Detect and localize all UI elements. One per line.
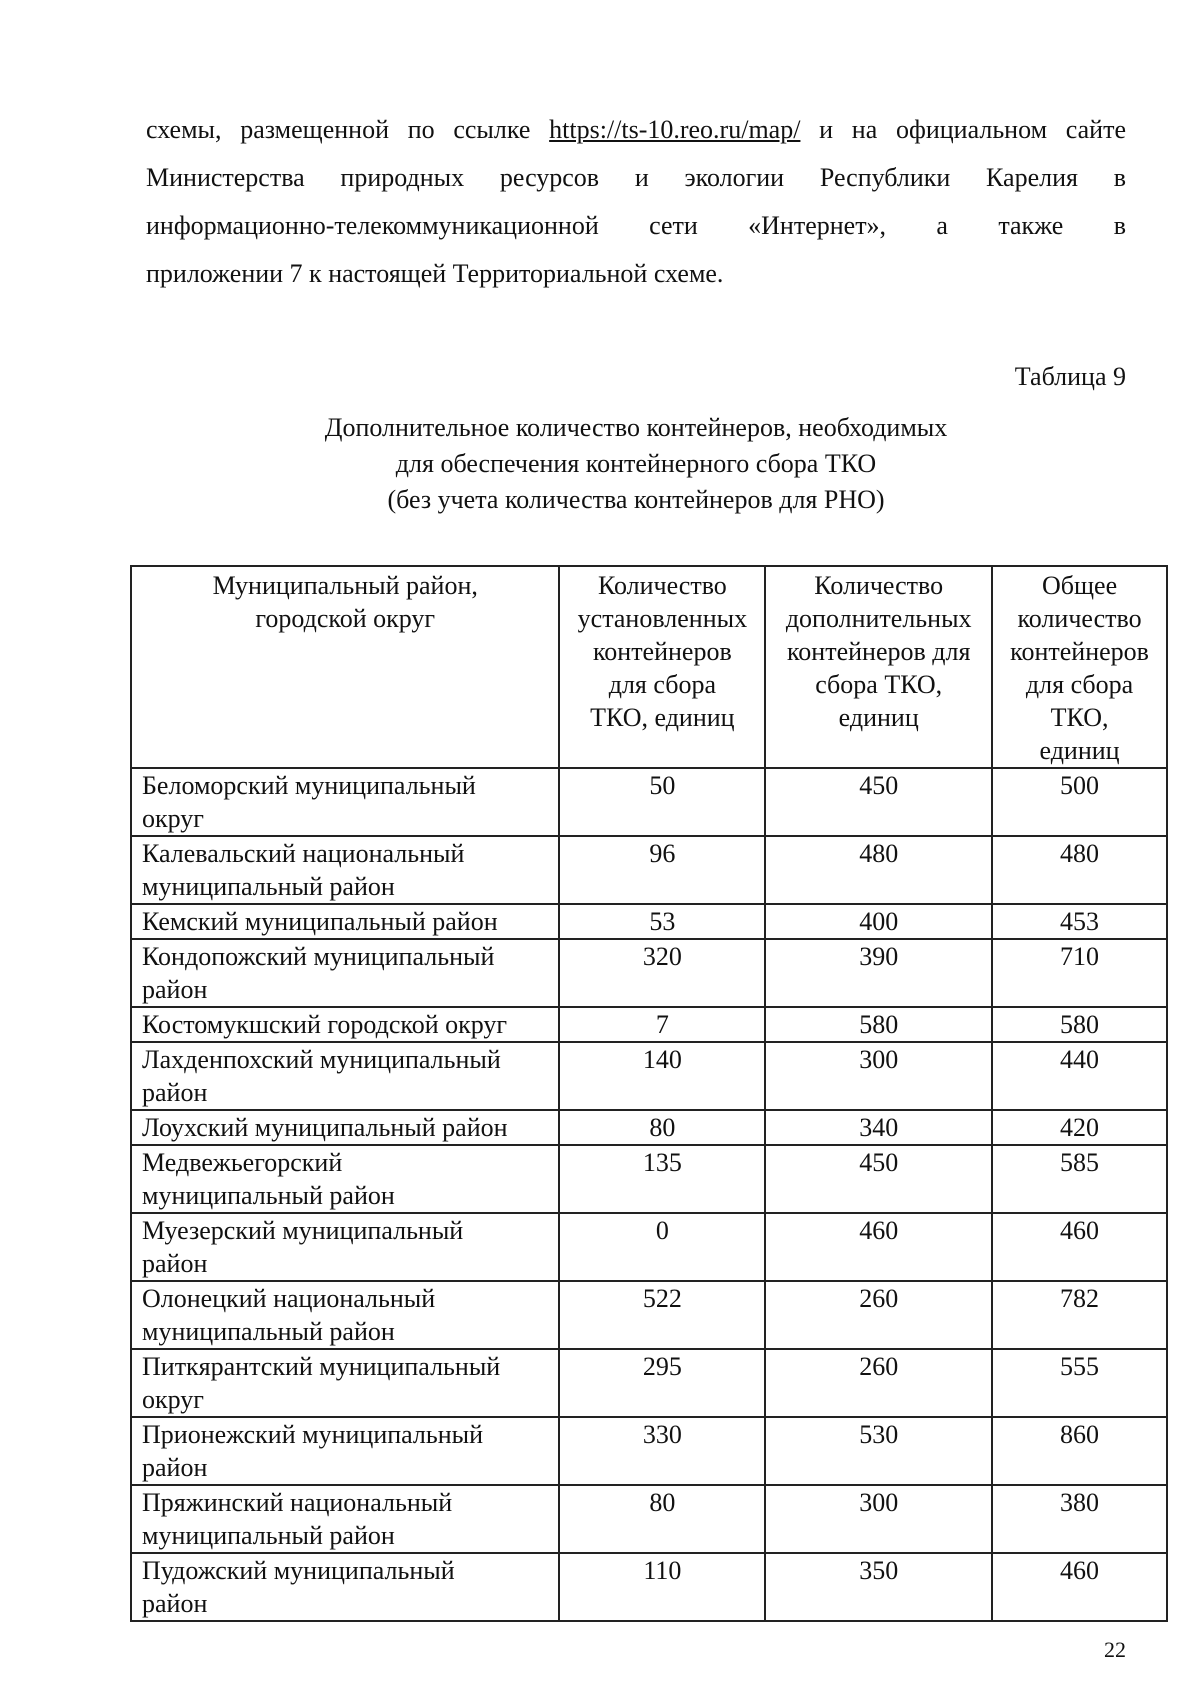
header-line: ТКО, <box>1050 703 1109 732</box>
table-row <box>131 1553 1167 1621</box>
additional-count-cell: 450 <box>765 1145 992 1213</box>
district-name-line: Лоухский муниципальный район <box>142 1113 508 1142</box>
district-name-line: Олонецкий национальный <box>142 1284 436 1313</box>
additional-count-cell: 580 <box>765 1007 992 1042</box>
district-name-line: Беломорский муниципальный <box>142 771 476 800</box>
intro-text: схемы, размещенной по ссылке <box>146 115 550 144</box>
district-name-line: Пудожский муниципальный <box>142 1556 455 1585</box>
header-line: сбора ТКО, <box>815 670 943 699</box>
installed-count-cell: 135 <box>559 1145 765 1213</box>
district-name-cell <box>131 1110 559 1145</box>
installed-count-cell: 330 <box>559 1417 765 1485</box>
district-name-line: район <box>142 1589 208 1618</box>
total-count-cell: 460 <box>992 1553 1167 1621</box>
intro-text: и на официальном сайте <box>800 115 1126 144</box>
district-name-cell <box>131 1213 559 1281</box>
header-installed <box>559 566 765 768</box>
header-line: контейнеров <box>1010 637 1149 666</box>
district-name-line: муниципальный район <box>142 1317 395 1346</box>
total-count-cell: 500 <box>992 768 1167 836</box>
intro-line-1 <box>146 106 1126 154</box>
table-row <box>131 836 1167 904</box>
total-count-cell: 460 <box>992 1213 1167 1281</box>
map-link[interactable]: https://ts-10.reo.ru/map/ <box>549 115 801 144</box>
header-line: Количество <box>814 571 944 600</box>
district-name-cell <box>131 836 559 904</box>
table-row <box>131 1213 1167 1281</box>
header-district <box>131 566 559 768</box>
table-row <box>131 939 1167 1007</box>
table-row <box>131 1007 1167 1042</box>
additional-count-cell: 260 <box>765 1281 992 1349</box>
table-row <box>131 1281 1167 1349</box>
district-name-line: муниципальный район <box>142 1181 395 1210</box>
district-name-cell <box>131 1417 559 1485</box>
installed-count-cell: 53 <box>559 904 765 939</box>
intro-line-2: Министерства природных ресурсов и экологии Республики Карелия в <box>146 163 1126 192</box>
header-line: количество <box>1017 604 1142 633</box>
intro-line-4: приложении 7 к настоящей Территориальной схеме. <box>146 259 724 288</box>
total-count-cell: 585 <box>992 1145 1167 1213</box>
table-row <box>131 904 1167 939</box>
district-name-cell <box>131 1553 559 1621</box>
additional-count-cell: 460 <box>765 1213 992 1281</box>
header-total <box>992 566 1167 768</box>
table-row <box>131 1110 1167 1145</box>
total-count-cell: 710 <box>992 939 1167 1007</box>
header-line: для сбора <box>608 670 717 699</box>
installed-count-cell: 80 <box>559 1110 765 1145</box>
installed-count-cell: 0 <box>559 1213 765 1281</box>
table-row <box>131 1042 1167 1110</box>
header-line: ТКО, единиц <box>590 703 735 732</box>
installed-count-cell: 110 <box>559 1553 765 1621</box>
district-name-cell <box>131 1281 559 1349</box>
installed-count-cell: 295 <box>559 1349 765 1417</box>
district-name-cell <box>131 939 559 1007</box>
total-count-cell: 440 <box>992 1042 1167 1110</box>
total-count-cell: 380 <box>992 1485 1167 1553</box>
additional-count-cell: 300 <box>765 1485 992 1553</box>
header-line: Общее <box>1042 571 1118 600</box>
district-name-cell <box>131 904 559 939</box>
table-row <box>131 1485 1167 1553</box>
table-row <box>131 768 1167 836</box>
district-name-line: Костомукшский городской округ <box>142 1010 508 1039</box>
header-line: Количество <box>597 571 727 600</box>
header-line: единиц <box>838 703 919 732</box>
additional-count-cell: 530 <box>765 1417 992 1485</box>
header-line: городской округ <box>255 604 436 633</box>
header-line: для сбора <box>1025 670 1134 699</box>
district-name-cell <box>131 1349 559 1417</box>
district-name-line: Кондопожский муниципальный <box>142 942 495 971</box>
table-row <box>131 1349 1167 1417</box>
district-name-line: район <box>142 1078 208 1107</box>
district-name-cell <box>131 1485 559 1553</box>
additional-count-cell: 400 <box>765 904 992 939</box>
installed-count-cell: 96 <box>559 836 765 904</box>
total-count-cell: 555 <box>992 1349 1167 1417</box>
district-name-line: Питкярантский муниципальный <box>142 1352 501 1381</box>
district-name-line: Кемский муниципальный район <box>142 907 498 936</box>
intro-paragraph <box>146 106 1126 298</box>
table-row <box>131 1417 1167 1485</box>
district-name-line: Лахденпохский муниципальный <box>142 1045 501 1074</box>
additional-count-cell: 350 <box>765 1553 992 1621</box>
header-additional <box>765 566 992 768</box>
containers-table <box>130 565 1168 1622</box>
additional-count-cell: 390 <box>765 939 992 1007</box>
table-row <box>131 1145 1167 1213</box>
total-count-cell: 860 <box>992 1417 1167 1485</box>
installed-count-cell: 80 <box>559 1485 765 1553</box>
district-name-line: Калевальский национальный <box>142 839 465 868</box>
district-name-line: район <box>142 975 208 1004</box>
additional-count-cell: 300 <box>765 1042 992 1110</box>
total-count-cell: 782 <box>992 1281 1167 1349</box>
table-header-row <box>131 566 1167 768</box>
header-line: единиц <box>1039 736 1120 765</box>
page-number: 22 <box>1104 1637 1126 1662</box>
caption-line-2: для обеспечения контейнерного сбора ТКО <box>395 449 877 478</box>
total-count-cell: 453 <box>992 904 1167 939</box>
installed-count-cell: 320 <box>559 939 765 1007</box>
district-name-line: Медвежьегорский <box>142 1148 343 1177</box>
district-name-line: Муезерский муниципальный <box>142 1216 464 1245</box>
caption-line-1: Дополнительное количество контейнеров, необходимых <box>324 413 948 442</box>
district-name-line: муниципальный район <box>142 1521 395 1550</box>
district-name-line: округ <box>142 804 204 833</box>
district-name-line: Прионежский муниципальный <box>142 1420 484 1449</box>
installed-count-cell: 50 <box>559 768 765 836</box>
table-caption <box>146 410 1126 518</box>
district-name-line: муниципальный район <box>142 872 395 901</box>
header-line: дополнительных <box>785 604 972 633</box>
district-name-cell <box>131 1007 559 1042</box>
installed-count-cell: 522 <box>559 1281 765 1349</box>
header-line: установленных <box>577 604 748 633</box>
total-count-cell: 480 <box>992 836 1167 904</box>
installed-count-cell: 7 <box>559 1007 765 1042</box>
district-name-line: район <box>142 1249 208 1278</box>
table-label: Таблица 9 <box>1014 362 1126 391</box>
district-name-line: Пряжинский национальный <box>142 1488 453 1517</box>
additional-count-cell: 340 <box>765 1110 992 1145</box>
district-name-line: округ <box>142 1385 204 1414</box>
additional-count-cell: 480 <box>765 836 992 904</box>
header-line: контейнеров для <box>786 637 971 666</box>
installed-count-cell: 140 <box>559 1042 765 1110</box>
table-body <box>131 768 1167 1621</box>
additional-count-cell: 450 <box>765 768 992 836</box>
intro-line-3: информационно-телекоммуникационной сети «Интернет», а также в <box>146 211 1126 240</box>
district-name-cell <box>131 768 559 836</box>
header-line: контейнеров <box>592 637 732 666</box>
additional-count-cell: 260 <box>765 1349 992 1417</box>
district-name-cell <box>131 1145 559 1213</box>
total-count-cell: 580 <box>992 1007 1167 1042</box>
caption-line-3: (без учета количества контейнеров для РНО) <box>387 485 885 514</box>
header-line: Муниципальный район, <box>212 571 478 600</box>
district-name-cell <box>131 1042 559 1110</box>
district-name-line: район <box>142 1453 208 1482</box>
total-count-cell: 420 <box>992 1110 1167 1145</box>
